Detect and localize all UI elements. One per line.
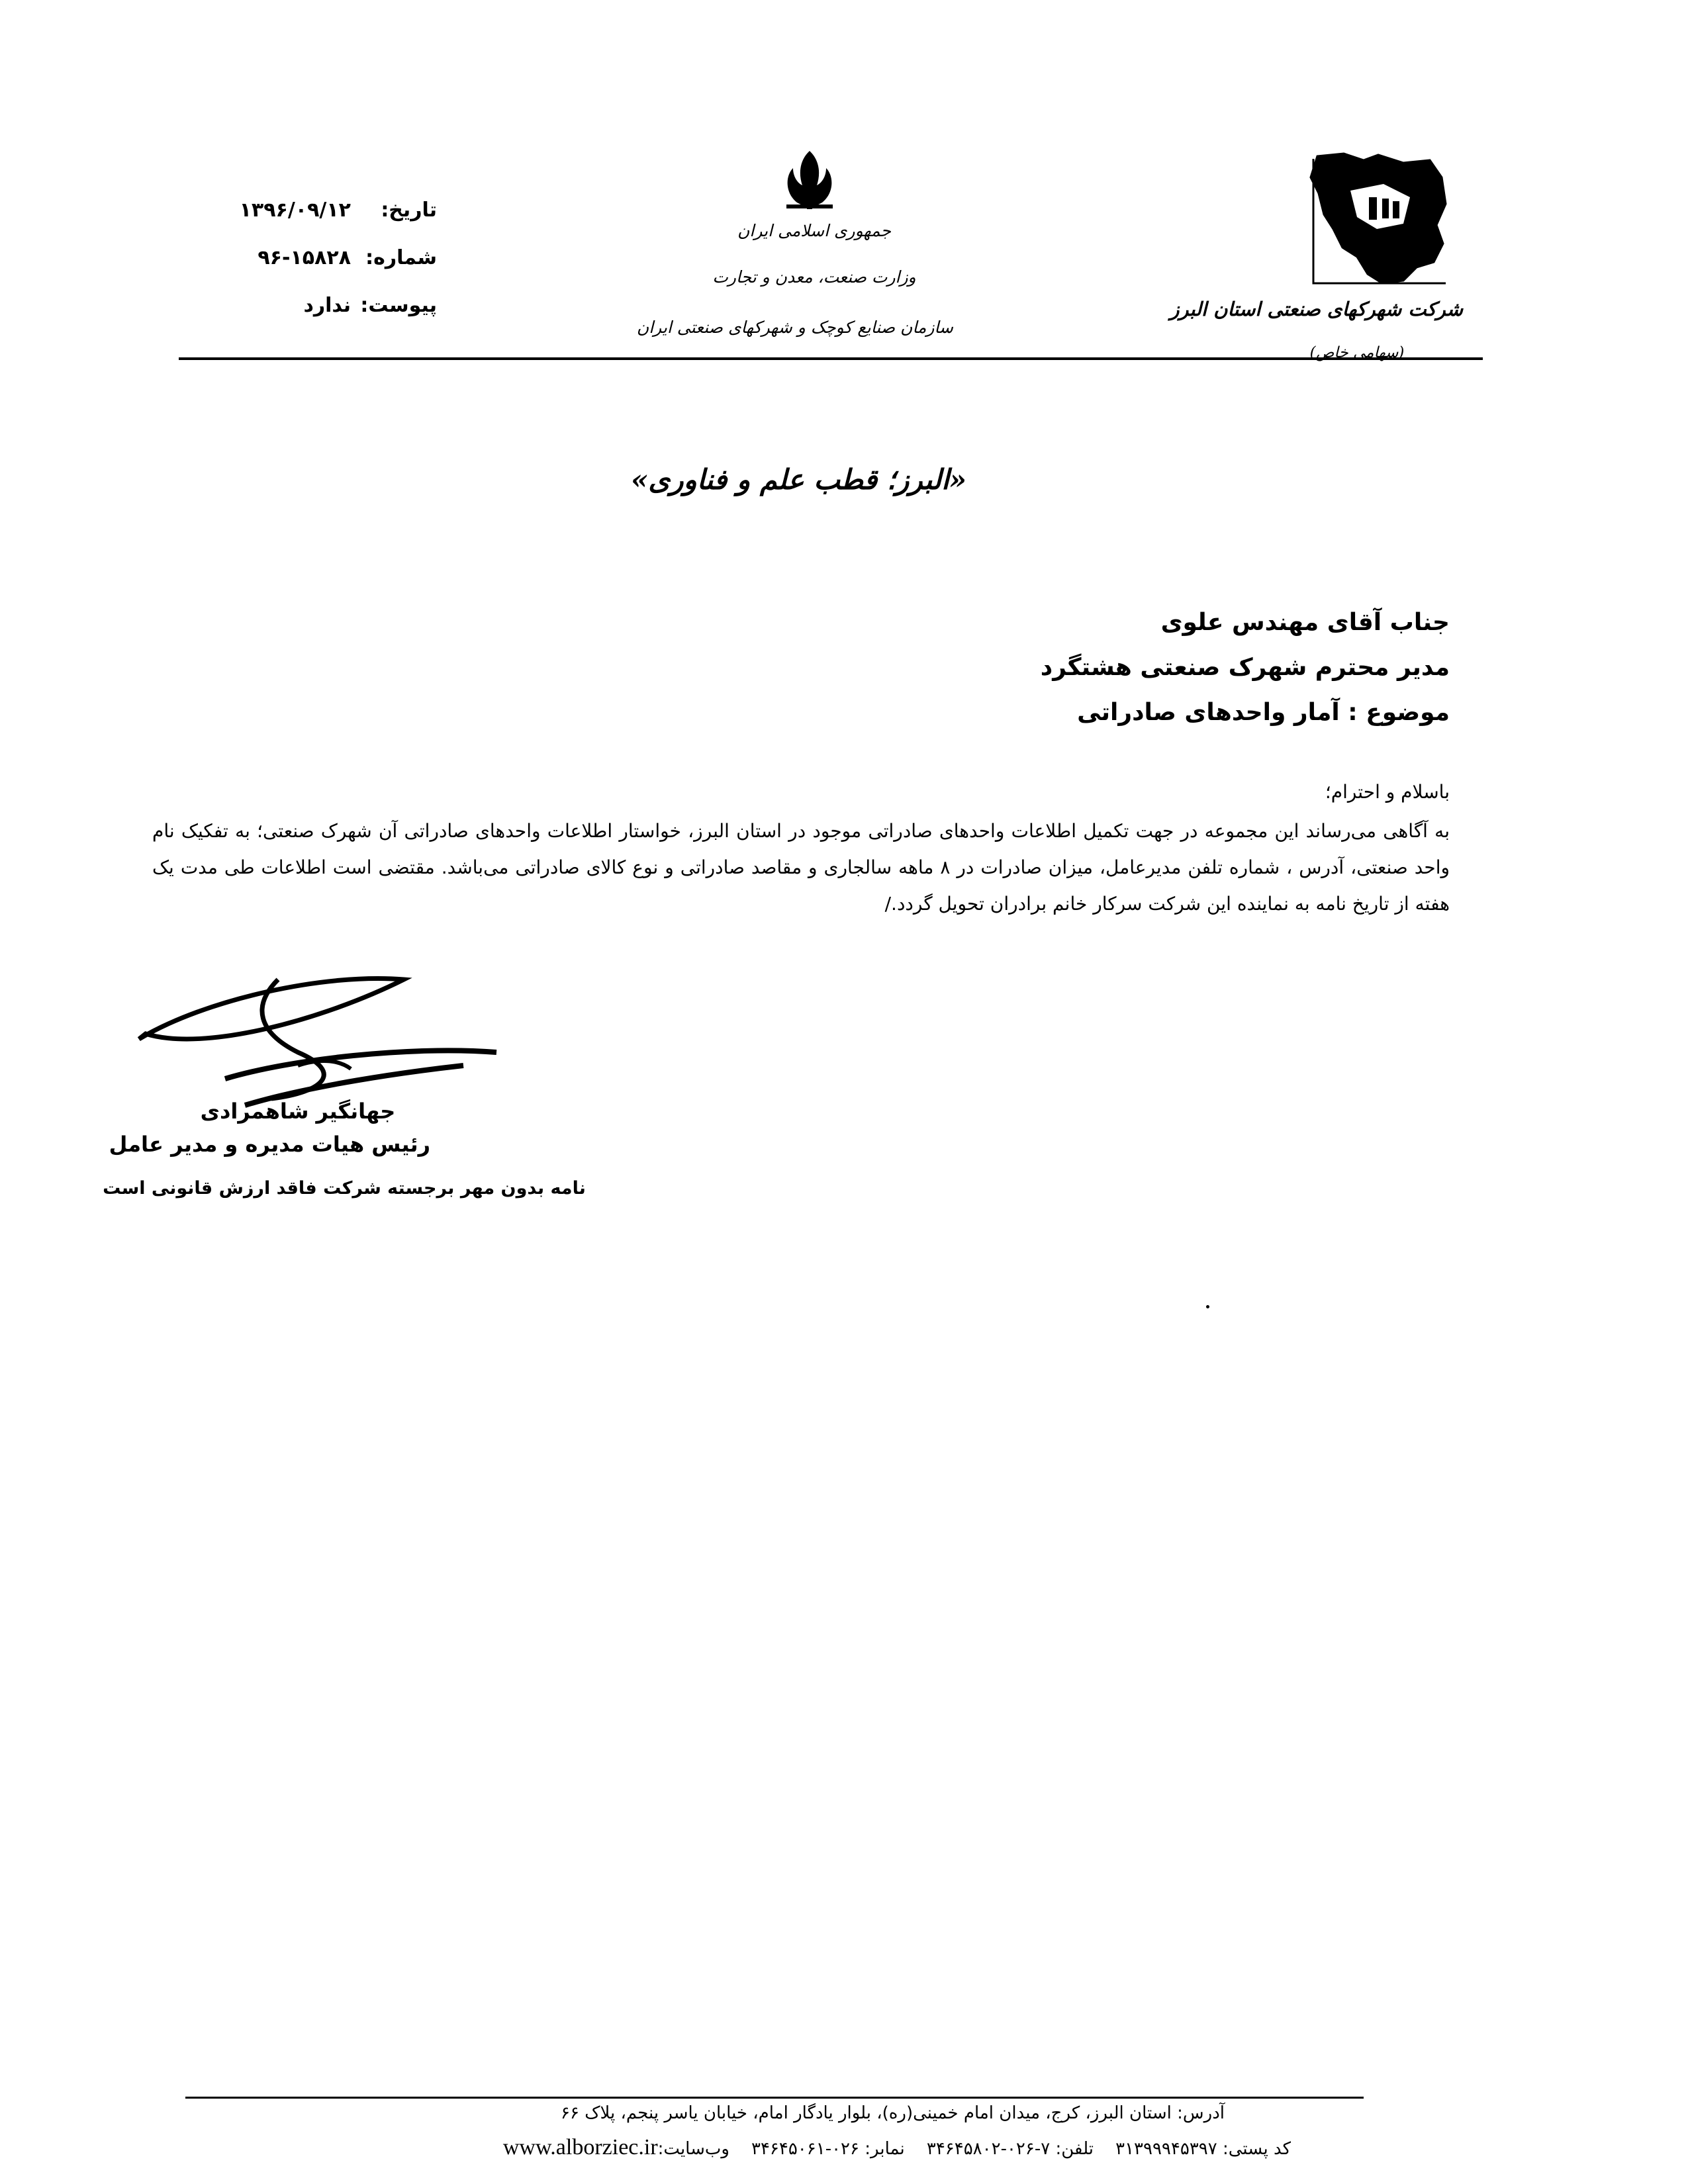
number-label: شماره:: [365, 246, 437, 269]
attachment-value: ندارد: [303, 294, 351, 317]
stamp-notice: نامه بدون مهر برجسته شرکت فاقد ارزش قانونی است: [103, 1178, 586, 1199]
date-label: تاریخ:: [381, 199, 437, 222]
date-value: ۱۳۹۶/۰۹/۱۲: [239, 199, 351, 222]
footer-phone: تلفن: ۷-۰۲۶-۳۴۶۴۵۸۰۲: [926, 2139, 1094, 2159]
footer-postal: کد پستی: ۳۱۳۹۹۹۴۵۳۹۷: [1115, 2139, 1291, 2159]
recipient-position: مدیر محترم شهرک صنعتی هشتگرد: [1040, 654, 1450, 681]
footer-website-label: وب‌سایت:: [657, 2139, 729, 2159]
organization-name: سازمان صنایع کوچک و شهرکهای صنعتی ایران: [636, 318, 953, 337]
attachment-label: پیوست:: [360, 294, 437, 317]
number-value: ۹۶-۱۵۸۲۸: [258, 246, 351, 269]
signatory-title: رئیس هیات مدیره و مدیر عامل: [109, 1132, 430, 1157]
company-name: شرکت شهرکهای صنعتی استان البرز: [1170, 298, 1463, 320]
signatory-name: جهانگیر شاهمرادی: [200, 1099, 396, 1124]
recipient-block: [788, 609, 1450, 744]
company-logo-block: [1170, 151, 1476, 389]
greeting: باسلام و احترام؛: [1325, 781, 1450, 803]
scan-speck: [1206, 1305, 1209, 1308]
government-block: [636, 147, 953, 359]
footer-divider: [185, 2097, 1364, 2099]
recipient-name: جناب آقای مهندس علوی: [1160, 609, 1450, 636]
letter-meta: [199, 199, 437, 341]
number-row: [199, 246, 437, 294]
iran-emblem-icon: [773, 147, 846, 213]
ministry-name: وزارت صنعت، معدن و تجارت: [712, 267, 916, 287]
footer-address: آدرس: استان البرز، کرج، میدان امام خمینی(ره)، بلوار یادگار امام، خیابان یاسر پنجم، پلاک ۶۶: [561, 2103, 1225, 2123]
letter-body: به آگاهی می‌رساند این مجموعه در جهت تکمیل اطلاعات واحدهای صادراتی موجود در استان البرز، خواستار اطلاعات واحدهای صادراتی آن شهرک صنعتی؛ به تفکیک نام واحد صنعتی، آدرس ، شماره تلفن مدیرعامل، میزان صادرات در ۸ ماهه سالجاری و مقاصد صادراتی و نوع کالای صادراتی می‌باشد. مقتضی است اطلاعات طی مدت یک هفته از تاریخ نامه به نماینده این شرکت سرکار خانم برادران تحویل گردد./: [152, 820, 1450, 915]
company-type: (سهامی خاص): [1309, 344, 1405, 361]
government-name: جمهوری اسلامی ایران: [737, 221, 891, 240]
footer-contact: [265, 2135, 1291, 2160]
letter-subject: موضوع : آمار واحدهای صادراتی: [1077, 699, 1450, 726]
footer-fax: نمابر: ۰۲۶-۳۴۶۴۵۰۶۱: [751, 2139, 905, 2159]
attachment-row: [199, 294, 437, 341]
iran-map-icon: [1304, 151, 1450, 290]
date-row: [199, 199, 437, 246]
header-divider: [179, 357, 1483, 360]
footer-website[interactable]: www.alborziec.ir: [502, 2135, 658, 2160]
motto: «البرز؛ قطب علم و فناوری»: [631, 463, 966, 496]
